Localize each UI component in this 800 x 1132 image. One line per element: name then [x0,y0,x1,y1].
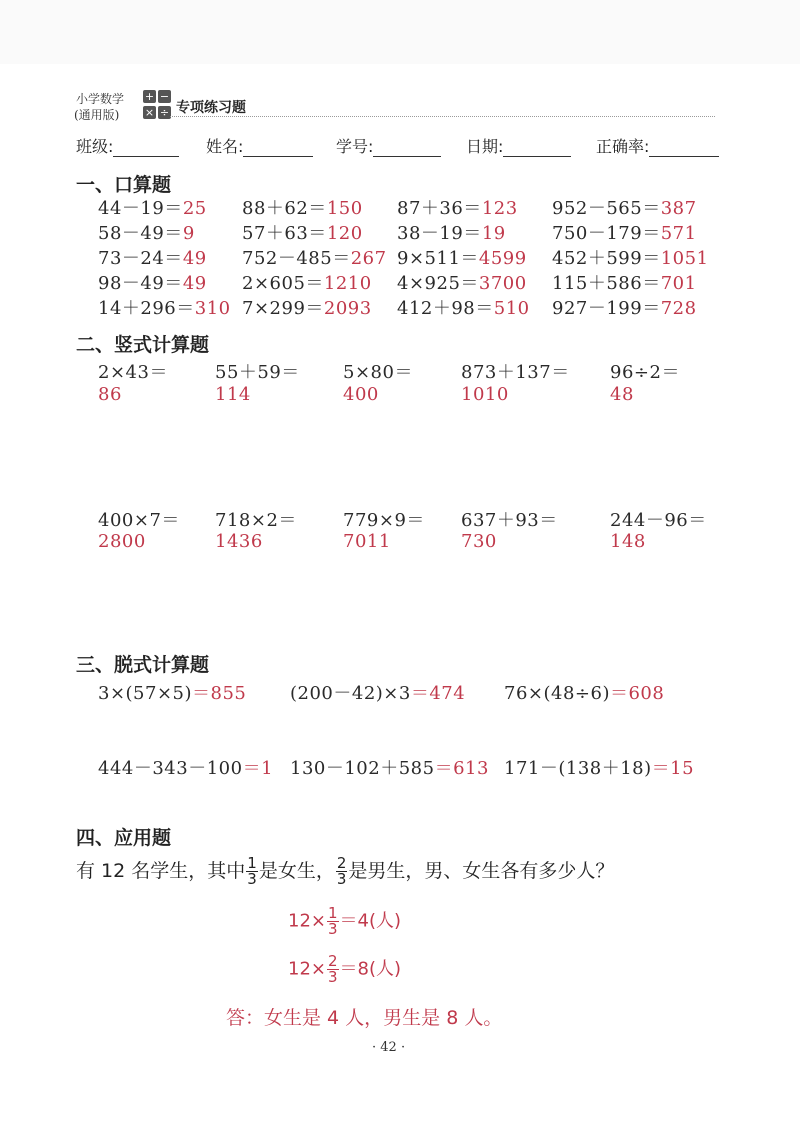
vertical-question: 55＋59＝ [215,362,300,383]
vertical-answer: 86 [98,384,122,405]
oral-item: 412＋98＝510 [397,298,530,319]
oral-item: 38－19＝19 [397,223,506,244]
oral-item: 87＋36＝123 [397,198,518,219]
times-icon: × [144,106,155,119]
final-answer: 答：女生是 4 人，男生是 8 人。 [226,1007,503,1029]
vertical-question: 873＋137＝ [461,362,570,383]
vertical-answer: 114 [215,384,251,405]
stepwise-item: (200－42)×3＝474 [290,683,466,704]
accuracy-blank [649,142,719,157]
section-word-title: 四、应用题 [76,827,172,849]
calc-girls: 12× $\frac{1}{3}$ ＝4(人) [288,904,402,938]
stepwise-item: 130－102＋585＝613 [290,758,489,779]
info-class [76,134,179,157]
oral-item: 14＋296＝310 [98,298,231,319]
info-id [336,134,441,157]
vertical-answer: 400 [343,384,379,405]
section-stepwise-title: 三、脱式计算题 [76,654,210,676]
page-number: · 42 · [372,1040,406,1055]
word-problem-text: 有 12 名学生，其中 $\frac{1}{3}$ 是女生， $\frac{2}{3}$ 是男生，男、女生各有多少人？ [76,854,615,888]
vertical-question: 637＋93＝ [461,510,558,531]
info-name [206,134,313,157]
vertical-question: 400×7＝ [98,510,180,531]
vertical-question: 5×80＝ [343,362,413,383]
top-band [0,0,800,64]
vertical-question: 96÷2＝ [610,362,680,383]
oral-item: 115＋586＝701 [552,273,697,294]
vertical-answer: 1010 [461,384,509,405]
divide-icon: ÷ [159,106,170,119]
header-divider [170,116,715,117]
info-accuracy-label: 正确率: [596,137,650,156]
section-vertical-title: 二、竖式计算题 [76,334,210,356]
plus-icon: + [144,90,155,103]
oral-item: 44－19＝25 [98,198,207,219]
oral-item: 73－24＝49 [98,248,207,269]
vertical-answer: 148 [610,531,646,552]
fraction-one-third: $\frac{1}{3}$ [247,854,257,888]
oral-item: 58－49＝9 [98,223,195,244]
id-blank [373,142,441,157]
info-date-label: 日期: [466,137,504,156]
oral-item: 750－179＝571 [552,223,697,244]
vertical-answer: 730 [461,531,497,552]
oral-item: 9×511＝4599 [397,248,527,269]
name-blank [243,142,313,157]
info-date [466,134,571,157]
oral-item: 927－199＝728 [552,298,697,319]
oral-item: 452＋599＝1051 [552,248,709,269]
series-title: 小学数学 [76,92,125,106]
fraction-two-thirds: $\frac{2}{3}$ [336,854,347,888]
oral-item: 2×605＝1210 [242,273,372,294]
vertical-answer: 2800 [98,531,146,552]
info-name-label: 姓名: [206,137,244,156]
vertical-question: 244－96＝ [610,510,707,531]
stepwise-item: 3×(57×5)＝855 [98,683,247,704]
oral-item: 7×299＝2093 [242,298,372,319]
topic-title: 专项练习题 [176,100,246,116]
stepwise-item: 171－(138＋18)＝15 [504,758,695,779]
section-oral-title: 一、口算题 [76,174,172,196]
series-edition: (通用版) [74,108,120,122]
stepwise-item: 76×(48÷6)＝608 [504,683,665,704]
minus-icon: − [159,90,170,103]
calc-boys: 12× $\frac{2}{3}$ ＝8(人) [288,952,402,986]
class-blank [113,142,179,157]
oral-item: 88＋62＝150 [242,198,363,219]
info-id-label: 学号: [336,137,374,156]
oral-item: 98－49＝49 [98,273,207,294]
oral-item: 952－565＝387 [552,198,697,219]
oral-item: 57＋63＝120 [242,223,363,244]
info-class-label: 班级: [76,137,114,156]
vertical-question: 2×43＝ [98,362,168,383]
info-accuracy [596,134,719,157]
vertical-question: 779×9＝ [343,510,425,531]
date-blank [503,142,571,157]
stepwise-item: 444－343－100＝1 [98,758,274,779]
vertical-question: 718×2＝ [215,510,297,531]
vertical-answer: 48 [610,384,634,405]
vertical-answer: 1436 [215,531,263,552]
oral-item: 752－485＝267 [242,248,387,269]
oral-item: 4×925＝3700 [397,273,527,294]
vertical-answer: 7011 [343,531,391,552]
